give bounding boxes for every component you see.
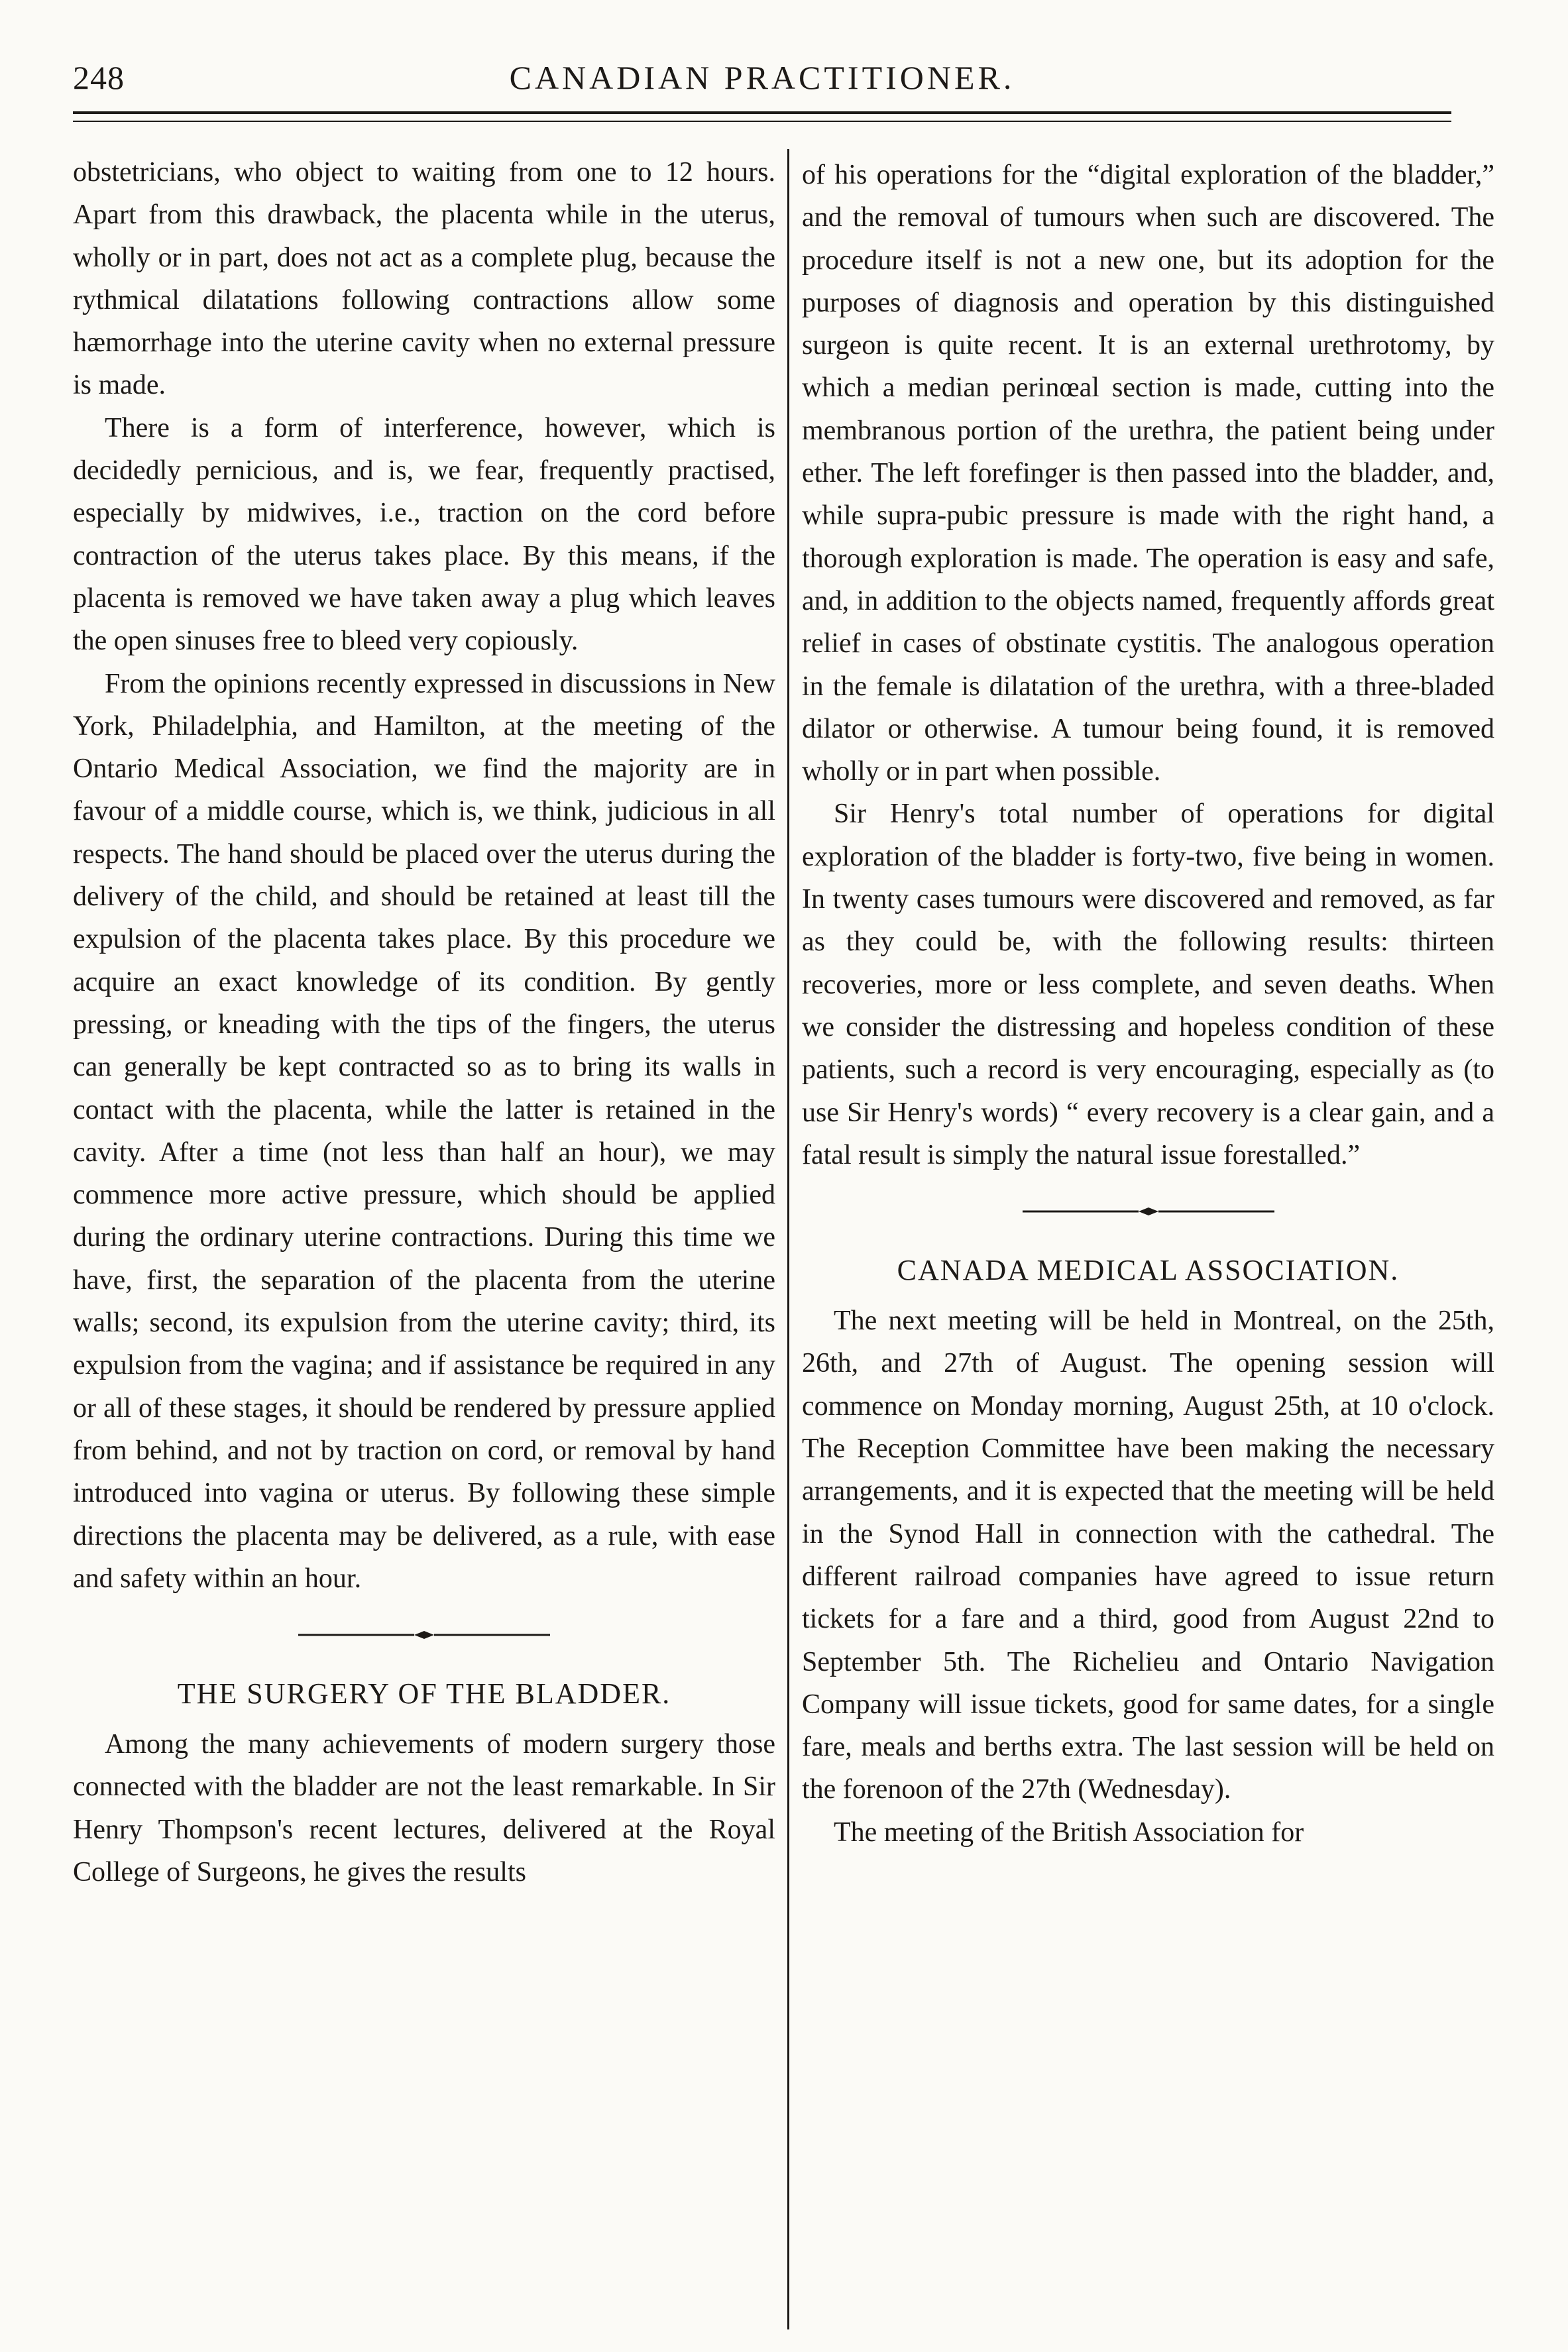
paragraph: of his operations for the “digital exploration of the bladder,” and the removal of tumours when such are discovered. The procedure itself is not a new one, but its adoption for the purposes of diagnosis and operation by this distinguished surgeon is quite recent. It is an external urethrotomy, by which a median perinœal section is made, cutting into the membranous portion of the urethra, the patient being under ether. The left forefinger is then passed into the bladder, and, while supra-pubic pressure is made with the right hand, a thorough exploration is made. The operation is easy and safe, and, in addition to the objects named, frequently affords great relief in cases of obstinate cystitis. The analogous operation in the female is dilatation of the urethra, with a three-bladed dilator or otherwise. A tumour being found, it is removed wholly or in part when possible. [802, 160, 1494, 787]
paragraph: There is a form of interference, however, which is decidedly pernicious, and is, we fear, frequently practised, especially by midwives, i.e., traction on the cord before contraction of the uterus takes place. By this means, if the placenta is removed we have taken away a plug which leaves the open sinuses free to bleed very copiously. [73, 412, 775, 657]
header-rule-thin [73, 121, 1451, 122]
page-header [73, 58, 1451, 111]
column-divider [787, 149, 789, 2329]
paragraph: obstetricians, who object to waiting from one to 12 hours. Apart from this drawback, the placenta while in the uterus, wholly or in part, does not act as a complete plug, because the rythmical dilatations following contractions allow some hæmorrhage into the uterine cavity when no external pressure is made. [73, 157, 775, 401]
running-title: CANADIAN PRACTITIONER. [509, 59, 1015, 96]
section-divider-ornament [802, 1188, 1494, 1235]
paragraph: The meeting of the British Association for [834, 1817, 1304, 1848]
header-rule [73, 111, 1451, 114]
page-number: 248 [73, 59, 125, 96]
section-heading: THE SURGERY OF THE BLADDER. [177, 1677, 671, 1710]
paragraph: The next meeting will be held in Montreal, on the 25th, 26th, and 27th of August. The opening session will commence on Monday morning, August 25th, at 10 o'clock. The Reception Committee have been making the necessary arrangements, and it is expected that the meeting will be held in the Synod Hall in connection with the cathedral. The different railroad companies have agreed to issue return tickets for a fare and a third, good from August 22nd to September 5th. The Richelieu and Ontario Navigation Company will issue tickets, good for same dates, for a single fare, meals and berths extra. The last session will be held on the forenoon of the 27th (Wednesday). [802, 1306, 1494, 1805]
left-column [73, 151, 775, 1893]
section-heading: CANADA MEDICAL ASSOCIATION. [897, 1254, 1400, 1287]
section-divider-ornament [73, 1612, 775, 1658]
paragraph: Among the many achievements of modern surgery those connected with the bladder are not the least remarkable. In Sir Henry Thompson's recent lectures, delivered at the Royal College of Surgeons, he gives the results [73, 1729, 775, 1887]
paragraph: From the opinions recently expressed in discussions in New York, Philadelphia, and Hamilton, at the meeting of the Ontario Medical Association, we find the majority are in favour of a middle course, which is, we think, judicious in all respects. The hand should be placed over the uterus during the delivery of the child, and should be retained at least till the expulsion of the placenta takes place. By this procedure we acquire an exact knowledge of its condition. By gently pressing, or kneading with the tips of the fingers, the uterus can generally be kept contracted so as to bring its walls in contact with the placenta, while the latter is retained in the cavity. After a time (not less than half an hour), we may commence more active pressure, which should be applied during the ordinary uterine contractions. During this time we have, first, the separation of the placenta from the uterine walls; second, its expulsion from the uterine cavity; third, its expulsion from the vagina; and if assistance be required in any or all of these stages, it should be rendered by pressure applied from behind, and not by traction on cord, or removal by hand introduced into vagina or uterus. By following these simple directions the placenta may be delivered, as a rule, with ease and safety within an hour. [73, 668, 775, 1594]
paragraph: Sir Henry's total number of operations for digital exploration of the bladder is forty-two, five being in women. In twenty cases tumours were discovered and removed, as far as they could be, with the following results: thirteen recoveries, more or less complete, and seven deaths. When we consider the distressing and hopeless condition of these patients, such a record is very encouraging, especially as (to use Sir Henry's words) “ every recovery is a clear gain, and a fatal result is simply the natural issue forestalled.” [802, 799, 1494, 1170]
right-column [802, 154, 1494, 1854]
